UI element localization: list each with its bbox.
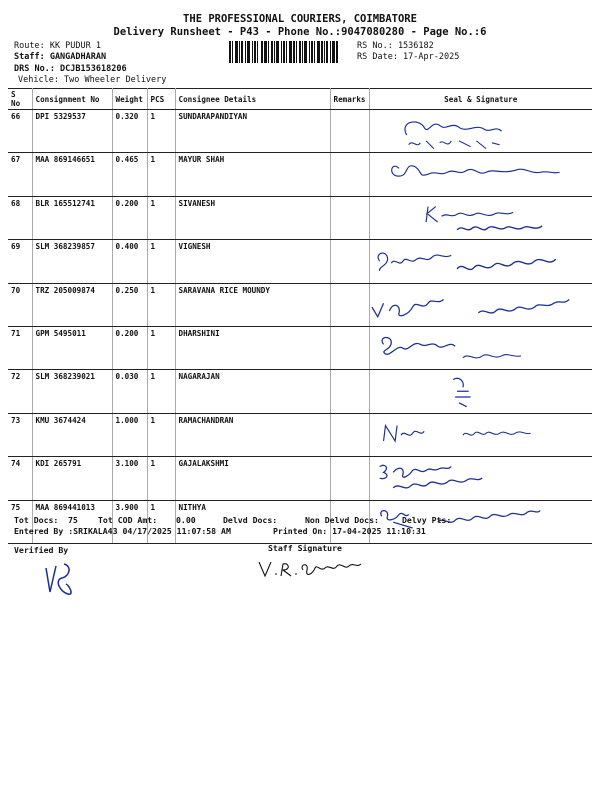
rs-date: RS Date: 17-Apr-2025 — [357, 52, 460, 62]
cell-pcs: 1 — [147, 240, 175, 283]
handwritten-signature — [370, 284, 592, 326]
cell-consignment: TRZ 205009874 — [32, 283, 112, 326]
table-row — [8, 413, 592, 456]
handwritten-signature — [370, 153, 592, 195]
cell-signature — [369, 240, 592, 283]
total-docs-label: Tot Docs: — [14, 515, 59, 525]
table-row — [8, 500, 592, 543]
cell-sno: 69 — [8, 240, 32, 283]
cell-weight: 0.400 — [112, 240, 147, 283]
cell-consignment: MAA 869146651 — [32, 153, 112, 196]
table-row — [8, 326, 592, 369]
company-title: THE PROFESSIONAL COURIERS, COIMBATORE — [183, 13, 417, 25]
non-delivered-docs-label: Non Delvd Docs: — [305, 515, 379, 525]
col-header-signature: Seal & Signature — [369, 89, 592, 110]
cell-pcs: 1 — [147, 283, 175, 326]
cell-pcs: 1 — [147, 110, 175, 153]
cell-consignment: KDI 265791 — [32, 457, 112, 500]
table-row — [8, 196, 592, 239]
verified-by-label: Verified By — [14, 545, 69, 555]
cell-sno: 70 — [8, 283, 32, 326]
cell-signature — [369, 283, 592, 326]
col-header-consignment: Consignment No — [32, 89, 112, 110]
cell-sno: 66 — [8, 110, 32, 153]
cell-consignee: RAMACHANDRAN — [175, 413, 330, 456]
route-label: Route: KK PUDUR 1 — [14, 41, 101, 51]
total-docs-value: 75 — [68, 515, 78, 525]
handwritten-signature — [370, 240, 592, 282]
table-row — [8, 110, 592, 153]
cell-weight: 0.200 — [112, 326, 147, 369]
staff-label: Staff: GANGADHARAN — [14, 52, 107, 62]
cell-weight: 0.250 — [112, 283, 147, 326]
cell-signature — [369, 457, 592, 500]
cell-pcs: 1 — [147, 500, 175, 543]
cell-consignee: SUNDARAPANDIYAN — [175, 110, 330, 153]
delivered-docs-label: Delvd Docs: — [223, 515, 278, 525]
col-header-weight: Weight — [112, 89, 147, 110]
cell-consignee: GAJALAKSHMI — [175, 457, 330, 500]
verifier-signature — [40, 556, 80, 602]
drs-number: DRS No.: DCJB153618206 — [14, 64, 127, 74]
total-cod-label: Tot COD Amt: — [98, 515, 158, 525]
cell-consignee: MAYUR SHAH — [175, 153, 330, 196]
staff-signature-label: Staff Signature — [268, 543, 342, 553]
cell-pcs: 1 — [147, 457, 175, 500]
table-row — [8, 153, 592, 196]
cell-remarks — [330, 110, 369, 153]
col-header-pcs: PCS — [147, 89, 175, 110]
total-cod-value: 0.00 — [176, 515, 196, 525]
cell-consignment: BLR 165512741 — [32, 196, 112, 239]
cell-remarks — [330, 326, 369, 369]
col-header-sno: S No — [8, 89, 32, 110]
cell-pcs: 1 — [147, 413, 175, 456]
handwritten-signature — [370, 197, 592, 239]
cell-weight: 3.100 — [112, 457, 147, 500]
cell-weight: 0.030 — [112, 370, 147, 413]
cell-pcs: 1 — [147, 370, 175, 413]
cell-remarks — [330, 153, 369, 196]
cell-pcs: 1 — [147, 326, 175, 369]
handwritten-signature — [370, 327, 592, 369]
cell-weight: 3.900 — [112, 500, 147, 543]
barcode-image — [229, 41, 351, 63]
vehicle-label: Vehicle: Two Wheeler Delivery — [18, 75, 167, 85]
cell-consignee: VIGNESH — [175, 240, 330, 283]
cell-remarks — [330, 413, 369, 456]
cell-sno: 72 — [8, 370, 32, 413]
cell-sno: 73 — [8, 413, 32, 456]
col-header-consignee: Consignee Details — [175, 89, 330, 110]
cell-consignment: DPI 5329537 — [32, 110, 112, 153]
cell-signature — [369, 196, 592, 239]
cell-consignee: SARAVANA RICE MOUNDY — [175, 283, 330, 326]
cell-signature — [369, 413, 592, 456]
cell-sno: 74 — [8, 457, 32, 500]
rs-number: RS No.: 1536182 — [357, 41, 434, 51]
cell-sno: 75 — [8, 500, 32, 543]
cell-weight: 1.000 — [112, 413, 147, 456]
cell-signature — [369, 326, 592, 369]
cell-weight: 0.200 — [112, 196, 147, 239]
runsheet-table — [8, 88, 592, 544]
runsheet-subtitle: Delivery Runsheet - P43 - Phone No.:9047080280 - Page No.:6 — [113, 26, 487, 38]
table-row — [8, 283, 592, 326]
cell-remarks — [330, 457, 369, 500]
table-row — [8, 240, 592, 283]
handwritten-signature — [370, 457, 592, 499]
cell-consignment: MAA 869441013 — [32, 500, 112, 543]
cell-consignment: SLM 368239021 — [32, 370, 112, 413]
table-row — [8, 457, 592, 500]
cell-signature — [369, 110, 592, 153]
cell-signature — [369, 370, 592, 413]
cell-remarks — [330, 196, 369, 239]
handwritten-signature — [370, 370, 592, 412]
cell-weight: 0.320 — [112, 110, 147, 153]
cell-consignment: GPM 5495011 — [32, 326, 112, 369]
cell-remarks — [330, 240, 369, 283]
cell-weight: 0.465 — [112, 153, 147, 196]
cell-consignee: SIVANESH — [175, 196, 330, 239]
delivery-points-label: Delvy Pts: — [402, 515, 452, 525]
cell-sno: 68 — [8, 196, 32, 239]
cell-sno: 67 — [8, 153, 32, 196]
cell-remarks — [330, 283, 369, 326]
cell-remarks — [330, 370, 369, 413]
col-header-remarks: Remarks — [330, 89, 369, 110]
cell-consignee: DHARSHINI — [175, 326, 330, 369]
cell-consignee: NAGARAJAN — [175, 370, 330, 413]
cell-signature — [369, 153, 592, 196]
cell-consignee: NITHYA — [175, 500, 330, 543]
cell-pcs: 1 — [147, 196, 175, 239]
cell-consignment: KMU 3674424 — [32, 413, 112, 456]
cell-sno: 71 — [8, 326, 32, 369]
table-header-row — [8, 89, 592, 110]
table-row — [8, 370, 592, 413]
handwritten-signature — [370, 110, 592, 152]
entered-by: Entered By :SRIKALA43 04/17/2025 11:07:58 AM — [14, 526, 231, 536]
cell-pcs: 1 — [147, 153, 175, 196]
staff-signature-image — [255, 556, 365, 582]
handwritten-signature — [370, 414, 592, 456]
cell-consignment: SLM 368239857 — [32, 240, 112, 283]
printed-on: Printed On: 17-04-2025 11:10:31 — [273, 526, 426, 536]
